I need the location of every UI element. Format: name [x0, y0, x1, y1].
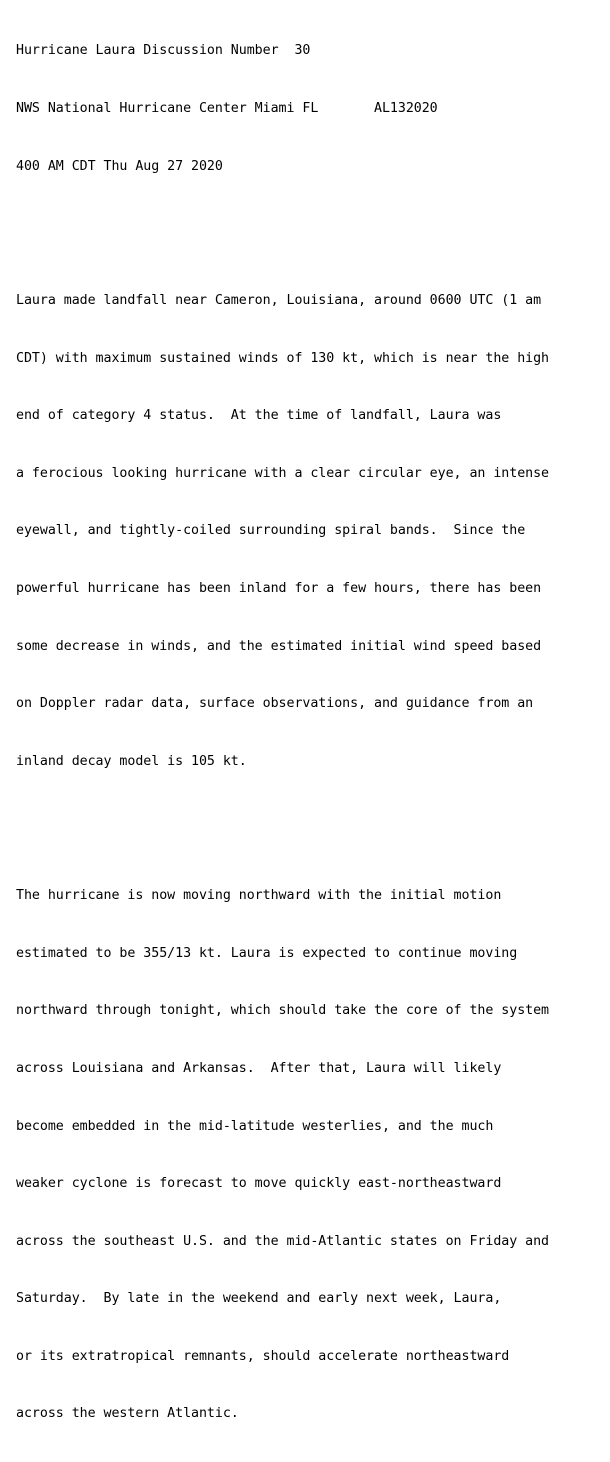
blank-line — [16, 809, 549, 828]
paragraph1-line: powerful hurricane has been inland for a few hours, there has been — [16, 580, 542, 596]
discussion-text — [16, 3, 549, 1462]
paragraph1-line: inland decay model is 105 kt. — [16, 753, 247, 769]
paragraph2-line: The hurricane is now moving northward with the initial motion — [16, 888, 502, 904]
paragraph2-line: estimated to be 355/13 kt. Laura is expected to continue moving — [16, 945, 518, 961]
paragraph2-line: across the western Atlantic. — [16, 1406, 239, 1422]
issue-time-line: 400 AM CDT Thu Aug 27 2020 — [16, 158, 223, 174]
paragraph2-line: become embedded in the mid-latitude westerlies, and the much — [16, 1118, 494, 1134]
paragraph1-line: some decrease in winds, and the estimated initial wind speed based — [16, 638, 542, 654]
discussion-title: Hurricane Laura Discussion Number 30 — [16, 43, 311, 59]
paragraph1-line: a ferocious looking hurricane with a clear circular eye, an intense — [16, 465, 550, 481]
paragraph1-line: CDT) with maximum sustained winds of 130 kt, which is near the high — [16, 350, 550, 366]
paragraph2-line: across the southeast U.S. and the mid-Atlantic states on Friday and — [16, 1233, 550, 1249]
paragraph2-line: Saturday. By late in the weekend and early next week, Laura, — [16, 1291, 502, 1307]
issuing-office-line: NWS National Hurricane Center Miami FL AL132020 — [16, 101, 438, 116]
paragraph1-line: Laura made landfall near Cameron, Louisiana, around 0600 UTC (1 am — [16, 292, 542, 308]
paragraph2-line: or its extratropical remnants, should accelerate northeastward — [16, 1348, 510, 1364]
blank-line — [16, 214, 549, 233]
paragraph1-line: end of category 4 status. At the time of landfall, Laura was — [16, 408, 502, 424]
paragraph2-line: weaker cyclone is forecast to move quickly east-northeastward — [16, 1176, 502, 1192]
paragraph1-line: eyewall, and tightly-coiled surrounding spiral bands. Since the — [16, 523, 526, 539]
paragraph1-line: on Doppler radar data, surface observations, and guidance from an — [16, 696, 534, 712]
paragraph2-line: northward through tonight, which should take the core of the system — [16, 1003, 550, 1019]
paragraph2-line: across Louisiana and Arkansas. After that, Laura will likely — [16, 1060, 502, 1076]
